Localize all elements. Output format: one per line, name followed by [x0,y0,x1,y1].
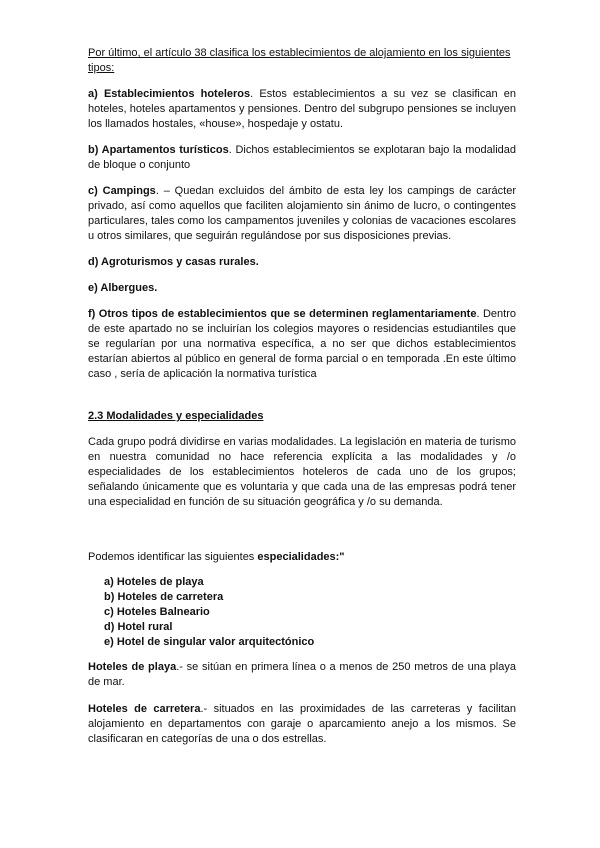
playa-label: Hoteles de playa [88,661,177,673]
item-b-label: b) Apartamentos turísticos [88,144,229,156]
item-f-label: f) Otros tipos de establecimientos que se determinen reglamentariamente [88,308,477,320]
item-e-label: e) Albergues. [88,282,158,294]
identify-paragraph [88,550,516,565]
item-d [88,255,516,270]
specialty-item: b) Hoteles de carretera [104,591,224,603]
item-a [88,87,516,132]
playa-text: .- se sitúan en primera línea o a menos de 250 metros de una playa de mar. [88,661,516,688]
identify-text: Podemos identificar las siguientes [88,551,258,563]
item-f [88,307,516,382]
item-f-text: . Dentro de este apartado no se incluirían los colegios mayores o residencias estudiantiles que se regularían por una normativa específica, a no ser que dichos establecimientos estarían abiertos al público en general de forma parcial o en temporada .En este último caso , sería de aplicación la normativa turística [88,308,516,380]
specialty-item: e) Hotel de singular valor arquitectónico [104,636,315,648]
item-b-text: . Dichos establecimientos se explotaran bajo la modalidad de bloque o conjunto [88,144,516,171]
item-d-label: d) Agroturismos y casas rurales. [88,256,259,268]
intro-paragraph: Por último, el artículo 38 clasifica los establecimientos de alojamiento en los siguientes tipos: [88,47,511,74]
item-a-text: . Estos establecimientos a su vez se clasifican en hoteles, hoteles apartamentos y pensiones. Dentro del subgrupo pensiones se incluyen los llamados hostales, «house», hospedaje y ostatu. [88,88,516,130]
item-c [88,184,516,244]
section-title: 2.3 Modalidades y especialidades [88,410,264,422]
specialties-list [104,575,516,650]
playa-paragraph [88,660,516,690]
carretera-label: Hoteles de carretera [88,703,201,715]
document-page [88,46,516,747]
item-a-label: a) Establecimientos hoteleros [88,88,251,100]
specialty-item: d) Hotel rural [104,621,173,633]
carretera-text: .- situados en las proximidades de las carreteras y facilitan alojamiento en departamentos con garaje o aparcamiento anejo a los mismos. Se clasificaran en categorías de una o dos estrellas. [88,703,516,745]
item-e [88,281,516,296]
item-c-label: c) Campings [88,185,156,197]
carretera-paragraph [88,702,516,747]
item-b [88,143,516,173]
specialty-item: c) Hoteles Balneario [104,606,210,618]
section-paragraph: Cada grupo podrá dividirse en varias modalidades. La legislación en materia de turismo en nuestra comunidad no hace referencia explícita a las modalidades y /o especialidades de los establecimientos hoteleros de cada uno de los grupos; señalando únicamente que es voluntaria y que cada una de las empresas podrá tener una especialidad en función de su situación geográfica y /o su demanda. [88,436,516,508]
item-c-text: . – Quedan excluidos del ámbito de esta ley los campings de carácter privado, así como aquellos que faciliten alojamiento sin ánimo de lucro, o contingentes particulares, tales como los campamentos juveniles y colonias de vacaciones escolares u otros similares, que seguirán regulándose por sus disposiciones previas. [88,185,517,242]
identify-bold: especialidades:" [257,551,345,563]
specialty-item: a) Hoteles de playa [104,576,204,588]
